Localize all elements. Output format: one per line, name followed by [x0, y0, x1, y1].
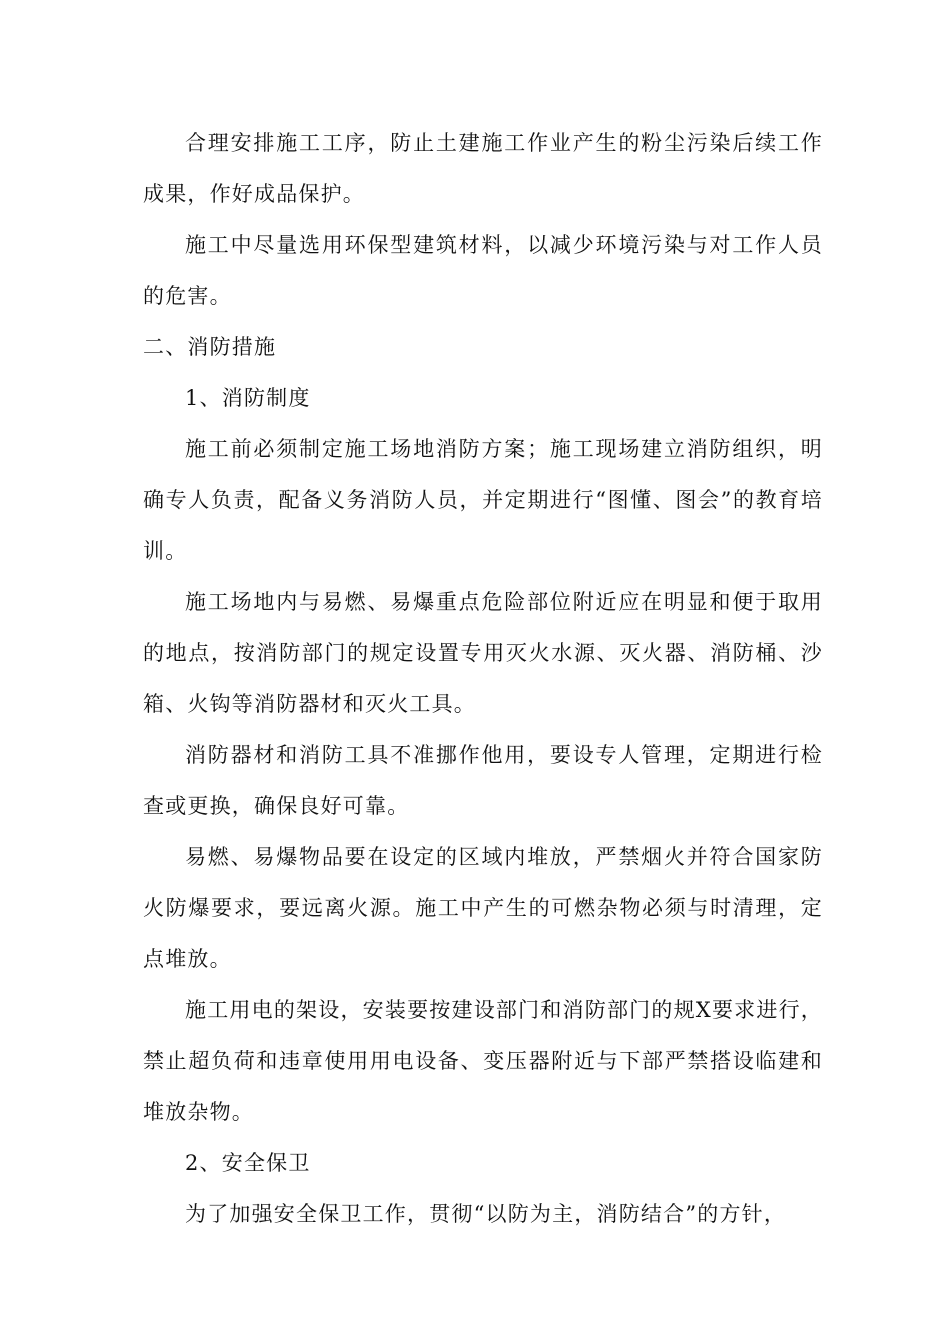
paragraph-dust-protection: 合理安排施工工序，防止土建施工作业产生的粉尘污染后续工作成果，作好成品保护。 [143, 131, 823, 206]
paragraph-electrical-safety: 施工用电的架设，安装要按建设部门和消防部门的规X要求进行，禁止超负荷和违章使用用电设备、变压器附近与下部严禁搭设临建和堆放杂物。 [143, 998, 823, 1124]
section-heading-fire-measures: 二、消防措施 [143, 335, 277, 359]
paragraph-equipment-management: 消防器材和消防工具不准挪作他用，要设专人管理，定期进行检查或更换，确保良好可靠。 [143, 743, 823, 818]
paragraph-eco-materials: 施工中尽量选用环保型建筑材料，以减少环境污染与对工作人员的危害。 [143, 233, 823, 308]
subsection-heading-fire-system: 1、消防制度 [185, 386, 311, 410]
document-body [143, 118, 823, 1240]
subsection-heading-security: 2、安全保卫 [185, 1151, 311, 1175]
paragraph-flammable-storage: 易燃、易爆物品要在设定的区域内堆放，严禁烟火并符合国家防火防爆要求，要远离火源。施工中产生的可燃杂物必须与时清理，定点堆放。 [143, 845, 823, 971]
paragraph-fire-plan: 施工前必须制定施工场地消防方案；施工现场建立消防组织，明确专人负责，配备义务消防人员，并定期进行“图懂、图会”的教育培训。 [143, 437, 823, 563]
paragraph-fire-equipment-placement: 施工场地内与易燃、易爆重点危险部位附近应在明显和便于取用的地点，按消防部门的规定设置专用灭火水源、灭火器、消防桶、沙箱、火钩等消防器材和灭火工具。 [143, 590, 823, 716]
paragraph-security-policy: 为了加强安全保卫工作，贯彻“以防为主，消防结合”的方针， [185, 1202, 787, 1226]
